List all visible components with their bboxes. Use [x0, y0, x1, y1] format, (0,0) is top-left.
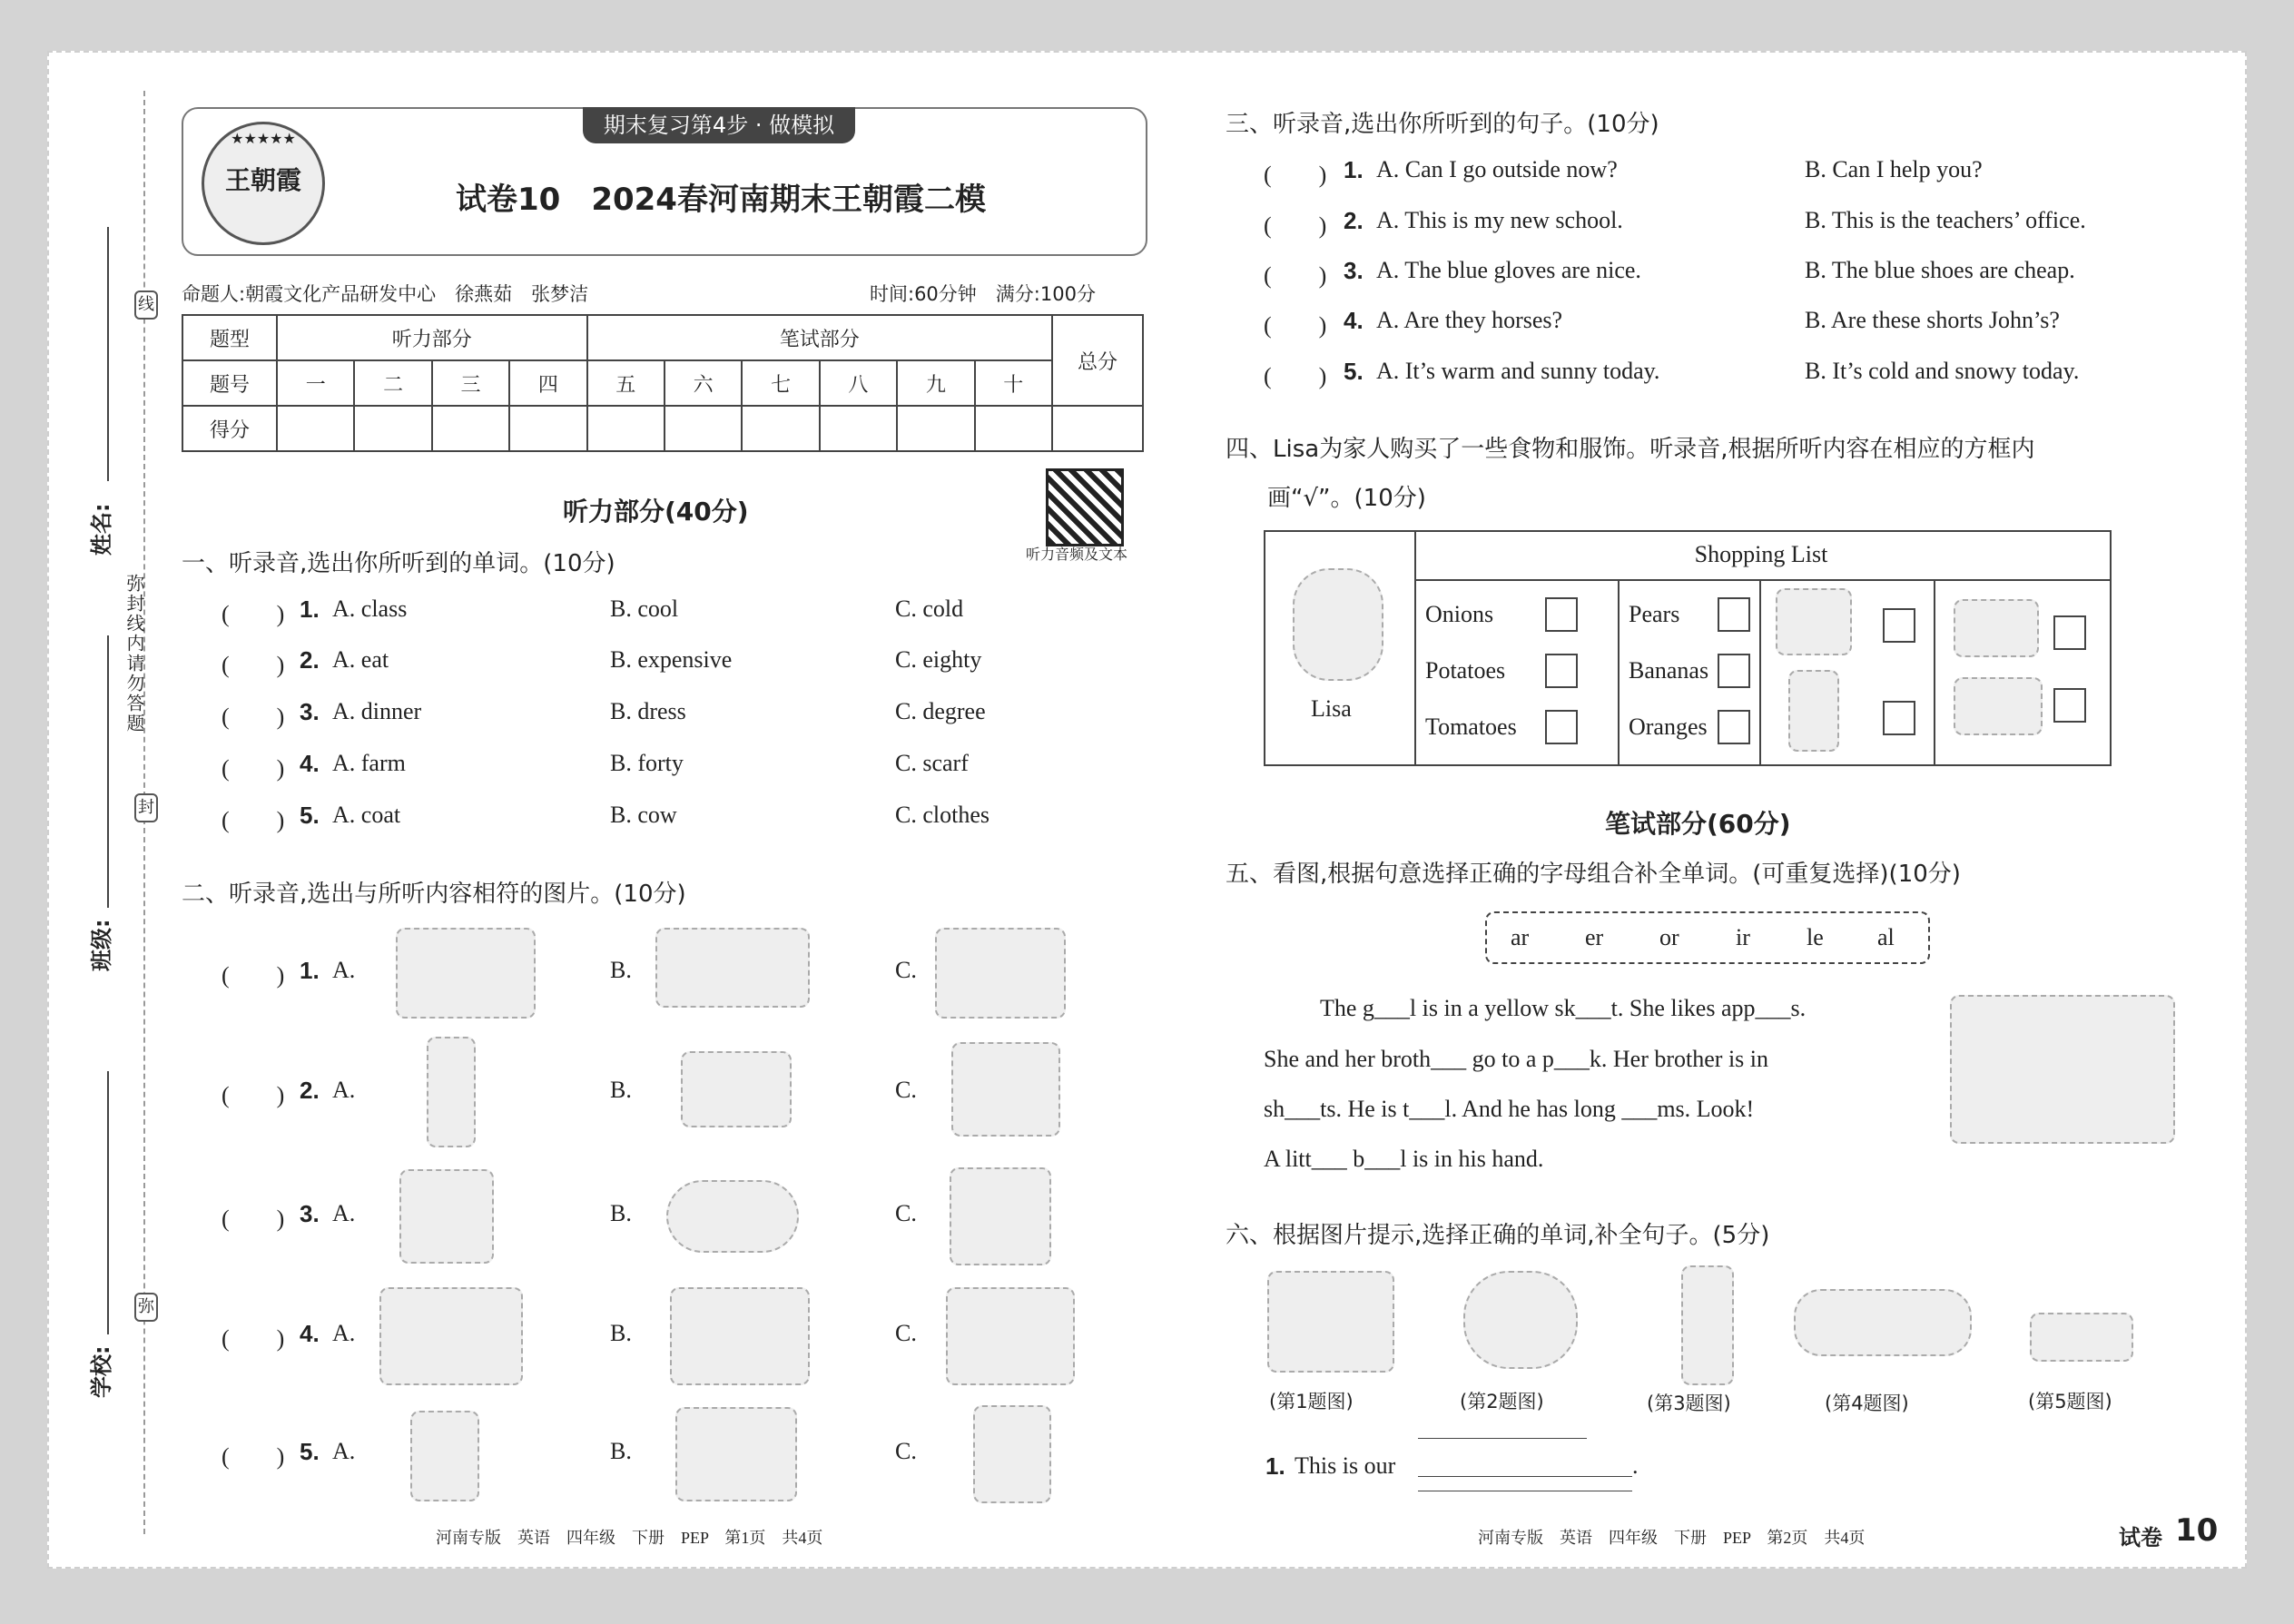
answer-bracket[interactable]: ( ) — [222, 1443, 285, 1470]
checkbox-potatoes[interactable] — [1545, 654, 1578, 688]
kids-eating-icon[interactable] — [379, 1287, 523, 1385]
checkbox-oranges[interactable] — [1718, 710, 1750, 744]
shopping-list-title: Shopping List — [1694, 541, 1828, 567]
option-b: B. forty — [610, 750, 684, 776]
sentence-text: This is our — [1295, 1452, 1396, 1479]
school-label: 学校: — [89, 1345, 114, 1398]
answer-guide-line — [1418, 1438, 1587, 1439]
question-number: 五 — [587, 360, 665, 406]
binding-label-seal: 封 — [134, 793, 158, 822]
option-b: B. This is the teachers’ office. — [1805, 207, 2086, 233]
section-1-title: 一、听录音,选出你所听到的单词。(10分) — [182, 550, 615, 577]
question-number: 二 — [354, 360, 431, 406]
binding-label-bind: 弥 — [134, 1293, 158, 1322]
item-number: 1. — [1344, 156, 1364, 183]
shopping-list-table — [1264, 530, 2112, 766]
name-label: 姓名: — [89, 503, 114, 556]
score-table-header-writing: 笔试部分 — [587, 315, 1052, 360]
letter-option: er — [1585, 924, 1604, 950]
option-b-label: B. — [610, 1077, 632, 1103]
score-cell[interactable] — [665, 406, 742, 451]
item-number: 3. — [300, 698, 320, 725]
option-c: C. scarf — [895, 750, 969, 776]
authors-line: 命题人:朝霞文化产品研发中心 徐燕茹 张梦洁 — [182, 283, 589, 305]
item-number: 2. — [300, 646, 320, 674]
cap-icon[interactable] — [681, 1051, 792, 1127]
checkbox-bananas[interactable] — [1718, 654, 1750, 688]
item-number: 1. — [300, 957, 320, 984]
name-blank[interactable] — [107, 227, 109, 481]
footer-left: 河南专版 英语 四年级 下册 PEP 第1页 共4页 — [436, 1529, 823, 1547]
item-number: 5. — [300, 802, 320, 829]
binding-label-line: 线 — [134, 290, 158, 320]
passage-line-3: sh___ts. He is t___l. And he has long ___ms. Look! — [1264, 1096, 1755, 1122]
sentence-end: . — [1632, 1452, 1639, 1479]
checkbox-onions[interactable] — [1545, 597, 1578, 632]
brand-logo — [202, 122, 325, 245]
class-blank[interactable] — [107, 635, 109, 908]
rain-cloud-icon — [1463, 1271, 1578, 1369]
school-blank[interactable] — [107, 1071, 109, 1334]
checkbox-scarf[interactable] — [1883, 701, 1915, 735]
qr-caption: 听力音频及文本 — [1026, 546, 1128, 563]
answer-bracket[interactable]: ( ) — [222, 601, 285, 627]
answer-bracket[interactable]: ( ) — [1264, 262, 1327, 289]
option-c-label: C. — [895, 1438, 917, 1464]
option-b: B. The blue shoes are cheap. — [1805, 257, 2075, 283]
option-c: C. cold — [895, 595, 964, 622]
score-table-row-label: 题号 — [182, 360, 277, 406]
section-5-title: 五、看图,根据句意选择正确的字母组合补全单词。(可重复选择)(10分) — [1226, 861, 1961, 888]
option-a: A. eat — [332, 646, 389, 673]
girl-and-boy-with-ball-icon — [1950, 995, 2175, 1144]
sneakers-icon[interactable] — [675, 1407, 797, 1501]
picture-caption: (第2题图) — [1460, 1391, 1544, 1412]
option-a: A. class — [332, 595, 408, 622]
item-number: 2. — [300, 1077, 320, 1104]
passage-line-4: A litt___ b___l is in his hand. — [1264, 1146, 1544, 1172]
option-c-label: C. — [895, 1320, 917, 1346]
score-table-header-total: 总分 — [1052, 315, 1143, 406]
lisa-label: Lisa — [1311, 695, 1352, 722]
option-a: A. It’s warm and sunny today. — [1376, 358, 1660, 384]
answer-bracket[interactable]: ( ) — [222, 652, 285, 678]
score-cell[interactable] — [742, 406, 819, 451]
letter-option: ar — [1511, 924, 1530, 950]
option-a: A. Can I go outside now? — [1376, 156, 1618, 182]
sunglasses-icon — [2030, 1313, 2133, 1362]
letter-option: le — [1807, 924, 1824, 950]
section-4-title-line1: 四、Lisa为家人购买了一些食物和服饰。听录音,根据所听内容在相应的方框内 — [1226, 436, 2035, 463]
stadium-icon[interactable] — [655, 928, 810, 1008]
picture-caption: (第4题图) — [1825, 1393, 1909, 1414]
item-number: 4. — [1344, 307, 1364, 334]
section-6-title: 六、根据图片提示,选择正确的单词,补全句子。(5分) — [1226, 1222, 1770, 1249]
score-cell[interactable] — [354, 406, 431, 451]
option-c: C. degree — [895, 698, 986, 724]
item-number: 4. — [300, 750, 320, 777]
option-b: B. cow — [610, 802, 677, 828]
question-number: 六 — [665, 360, 742, 406]
socks-icon[interactable] — [410, 1411, 479, 1501]
answer-bracket[interactable]: ( ) — [222, 807, 285, 833]
score-cell[interactable] — [897, 406, 974, 451]
question-number: 十 — [975, 360, 1052, 406]
item-onions: Onions — [1425, 601, 1494, 627]
section-3-title: 三、听录音,选出你所听到的句子。(10分) — [1226, 111, 1659, 138]
option-a-label: A. — [332, 1077, 356, 1103]
shorts-icon[interactable] — [973, 1405, 1051, 1503]
classroom-door-icon[interactable] — [935, 928, 1066, 1019]
time-score-line: 时间:60分钟 满分:100分 — [870, 283, 1096, 305]
item-number: 5. — [1344, 358, 1364, 385]
question-number: 七 — [742, 360, 819, 406]
option-c: C. eighty — [895, 646, 982, 673]
score-cell[interactable] — [432, 406, 509, 451]
item-number: 3. — [300, 1200, 320, 1227]
library-building-icon — [1267, 1271, 1394, 1373]
passage-line-1: The g___l is in a yellow sk___t. She likes app___s. — [1320, 995, 1807, 1021]
item-number: 4. — [300, 1320, 320, 1347]
item-potatoes: Potatoes — [1425, 657, 1506, 684]
green-beans-icon[interactable] — [399, 1169, 494, 1264]
lisa-character-icon — [1293, 568, 1383, 681]
item-number: 5. — [300, 1438, 320, 1465]
score-table — [182, 314, 1144, 452]
score-table-row-label: 得分 — [182, 406, 277, 451]
item-number: 1. — [1265, 1452, 1285, 1480]
picture-caption: (第1题图) — [1269, 1391, 1354, 1412]
letter-option: ir — [1736, 924, 1750, 950]
review-step-tag: 期末复习第4步 · 做模拟 — [583, 107, 855, 143]
logo-stars-icon: ★★★★★ — [231, 130, 296, 147]
question-number: 四 — [509, 360, 586, 406]
score-table-header-type: 题型 — [182, 315, 277, 360]
skirt-icon[interactable] — [951, 1042, 1060, 1137]
answer-bracket[interactable]: ( ) — [222, 1206, 285, 1232]
answer-bracket[interactable]: ( ) — [222, 704, 285, 730]
writing-title: 笔试部分(60分) — [1605, 809, 1791, 839]
option-c: C. clothes — [895, 802, 989, 828]
checkbox-tomatoes[interactable] — [1545, 710, 1578, 744]
answer-bracket[interactable]: ( ) — [222, 755, 285, 782]
answer-bracket[interactable]: ( ) — [1264, 162, 1327, 188]
umbrella-icon[interactable] — [427, 1037, 476, 1147]
answer-bracket[interactable]: ( ) — [1264, 212, 1327, 239]
option-a: A. Are they horses? — [1376, 307, 1563, 333]
logo-text: 王朝霞 — [224, 167, 301, 195]
exam-header — [182, 107, 1147, 256]
pants-icon — [1681, 1265, 1734, 1385]
letter-option: al — [1877, 924, 1895, 950]
paper-label: 试卷 — [2119, 1525, 2162, 1550]
listening-title: 听力部分(40分) — [563, 497, 749, 527]
question-number: 三 — [432, 360, 509, 406]
option-c-label: C. — [895, 957, 917, 983]
item-number: 3. — [1344, 257, 1364, 284]
option-a: A. coat — [332, 802, 401, 828]
option-b: B. cool — [610, 595, 679, 622]
option-b: B. Can I help you? — [1805, 156, 1983, 182]
item-number: 2. — [1344, 207, 1364, 234]
option-b: B. Are these shorts John’s? — [1805, 307, 2060, 333]
answer-bracket[interactable]: ( ) — [222, 962, 285, 989]
letter-option: or — [1659, 924, 1679, 950]
passage-line-2: She and her broth___ go to a p___k. Her brother is in — [1264, 1046, 1769, 1072]
question-number: 九 — [897, 360, 974, 406]
answer-bracket[interactable]: ( ) — [222, 1325, 285, 1352]
score-table-header-listening: 听力部分 — [277, 315, 587, 360]
sun-hat-icon — [1954, 677, 2043, 735]
school-building-icon[interactable] — [396, 928, 536, 1019]
item-pears: Pears — [1629, 601, 1680, 627]
question-number: 八 — [820, 360, 897, 406]
exam-title: 试卷10 2024春河南期末王朝霞二模 — [456, 182, 986, 218]
paper-number: 10 — [2175, 1512, 2219, 1549]
item-tomatoes: Tomatoes — [1425, 714, 1517, 740]
option-a-label: A. — [332, 1200, 356, 1226]
option-a: A. farm — [332, 750, 406, 776]
option-a: A. dinner — [332, 698, 422, 724]
option-a: A. The blue gloves are nice. — [1376, 257, 1641, 283]
answer-bracket[interactable]: ( ) — [222, 1082, 285, 1108]
option-b-label: B. — [610, 1438, 632, 1464]
carrot-basket-icon[interactable] — [950, 1167, 1051, 1265]
option-a-label: A. — [332, 1320, 356, 1346]
checkbox-gloves[interactable] — [1883, 608, 1915, 643]
sheep-icon — [1794, 1289, 1972, 1356]
cap-icon — [1954, 599, 2039, 657]
option-a: A. This is my new school. — [1376, 207, 1623, 233]
section-4-title-line2: 画“√”。(10分) — [1267, 485, 1426, 512]
option-b: B. It’s cold and snowy today. — [1805, 358, 2080, 384]
option-b-label: B. — [610, 1320, 632, 1346]
item-oranges: Oranges — [1629, 714, 1708, 740]
option-b-label: B. — [610, 957, 632, 983]
option-b-label: B. — [610, 1200, 632, 1226]
answer-blank[interactable] — [1418, 1476, 1632, 1477]
class-label: 班级: — [89, 919, 114, 971]
section-2-title: 二、听录音,选出与所听内容相符的图片。(10分) — [182, 881, 686, 908]
option-c-label: C. — [895, 1077, 917, 1103]
option-a-label: A. — [332, 957, 356, 983]
option-b: B. dress — [610, 698, 686, 724]
item-number: 1. — [300, 595, 320, 623]
answer-bracket[interactable]: ( ) — [1264, 312, 1327, 339]
item-bananas: Bananas — [1629, 657, 1709, 684]
qr-code-icon[interactable] — [1046, 468, 1124, 546]
picture-caption: (第5题图) — [2028, 1391, 2112, 1412]
checkbox-pears[interactable] — [1718, 597, 1750, 632]
score-cell-total[interactable] — [1052, 406, 1143, 451]
binding-note: 弥封线内请勿答题 — [123, 574, 145, 733]
score-cell[interactable] — [277, 406, 354, 451]
option-a-label: A. — [332, 1438, 356, 1464]
checkbox-cap[interactable] — [2053, 615, 2086, 650]
tomatoes-icon[interactable] — [666, 1180, 799, 1253]
boy-sleeping-icon[interactable] — [670, 1287, 810, 1385]
question-number: 一 — [277, 360, 354, 406]
boy-running-icon[interactable] — [946, 1287, 1075, 1385]
footer-right: 河南专版 英语 四年级 下册 PEP 第2页 共4页 — [1478, 1529, 1866, 1547]
option-c-label: C. — [895, 1200, 917, 1226]
option-b: B. expensive — [610, 646, 733, 673]
scarf-icon — [1788, 670, 1839, 752]
checkbox-sun-hat[interactable] — [2053, 688, 2086, 723]
score-cell[interactable] — [509, 406, 586, 451]
gloves-icon — [1776, 588, 1852, 655]
letter-combination-box — [1485, 911, 1930, 964]
answer-bracket[interactable]: ( ) — [1264, 363, 1327, 389]
picture-caption: (第3题图) — [1647, 1393, 1731, 1414]
score-cell[interactable] — [587, 406, 665, 451]
score-cell[interactable] — [820, 406, 897, 451]
score-cell[interactable] — [975, 406, 1052, 451]
